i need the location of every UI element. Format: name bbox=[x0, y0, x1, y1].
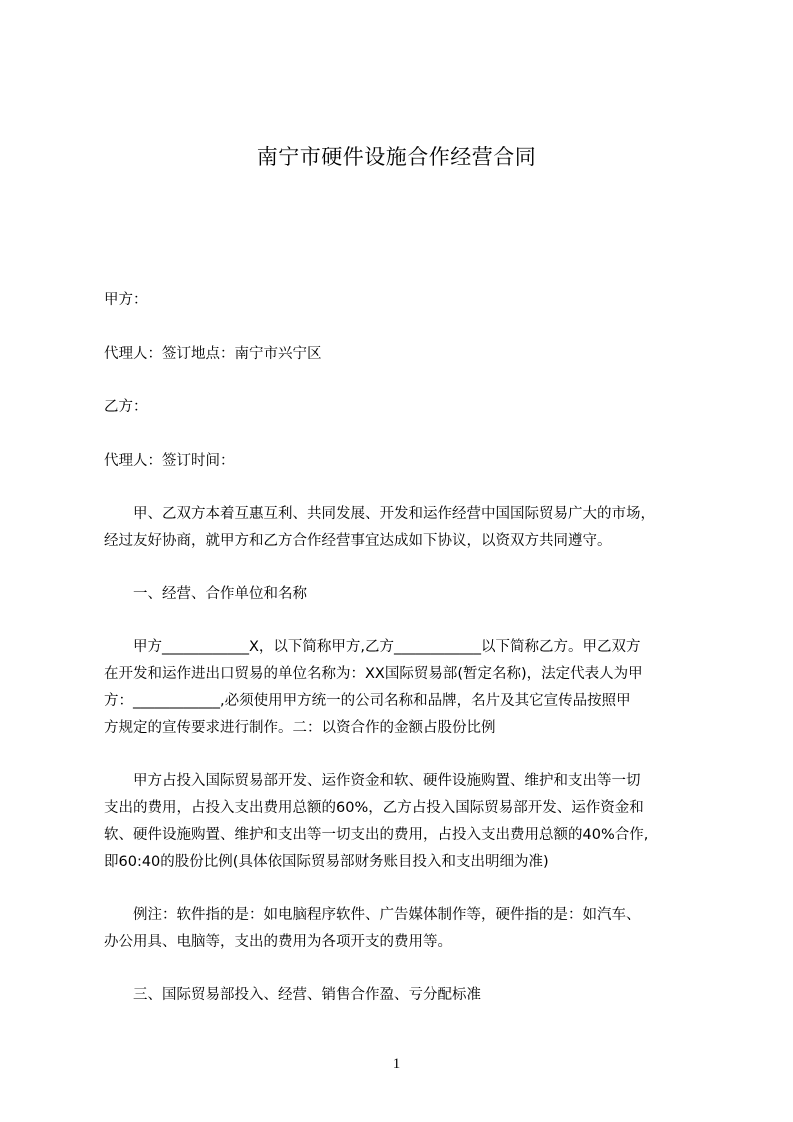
page-number: 1 bbox=[392, 1056, 401, 1072]
section1-heading: 一、经营、合作单位和名称 bbox=[104, 586, 307, 602]
intro-line-1: 甲、乙双方本着互惠互利、共同发展、开发和运作经营中国国际贸易广大的市场， bbox=[104, 506, 655, 522]
section1-line-3: 方：____________,必须使用甲方统一的公司名称和品牌，名片及其它宣传品按照甲 bbox=[104, 693, 631, 709]
section3-heading: 三、国际贸易部投入、经营、销售合作盈、亏分配标准 bbox=[104, 987, 481, 1003]
section1-line-2: 在开发和运作进出口贸易的单位名称为：XX国际贸易部(暂定名称)，法定代表人为甲 bbox=[104, 666, 643, 682]
note-line-1: 例注：软件指的是：如电脑程序软件、广告媒体制作等，硬件指的是：如汽车、 bbox=[104, 907, 641, 923]
section2-line-4: 即60:40的股份比例(具体依国际贸易部财务账目投入和支出明细为准) bbox=[104, 854, 549, 870]
section2-line-2: 支出的费用，占投入支出费用总额的60%，乙方占投入国际贸易部开发、运作资金和 bbox=[104, 800, 644, 816]
intro-line-2: 经过友好协商，就甲方和乙方合作经营事宜达成如下协议，以资双方共同遵守。 bbox=[104, 533, 612, 549]
party-b-line: 乙方： bbox=[104, 399, 148, 415]
section1-line-4: 方规定的宣传要求进行制作。二：以资合作的金额占股份比例 bbox=[104, 720, 496, 736]
section2-line-3: 软、硬件设施购置、维护和支出等一切支出的费用，占投入支出费用总额的40%合作, bbox=[104, 827, 649, 843]
agent-b-line: 代理人：签订时间： bbox=[104, 453, 235, 469]
agent-a-line: 代理人：签订地点：南宁市兴宁区 bbox=[104, 346, 322, 362]
section2-line-1: 甲方占投入国际贸易部开发、运作资金和软、硬件设施购置、维护和支出等一切 bbox=[104, 773, 641, 789]
section1-line-1: 甲方____________X，以下简称甲方,乙方____________以下简称乙方。甲乙双方 bbox=[104, 639, 641, 655]
party-a-line: 甲方： bbox=[104, 292, 148, 308]
note-line-2: 办公用具、电脑等，支出的费用为各项开支的费用等。 bbox=[104, 934, 452, 950]
document-title: 南宁市硬件设施合作经营合同 bbox=[256, 145, 537, 169]
